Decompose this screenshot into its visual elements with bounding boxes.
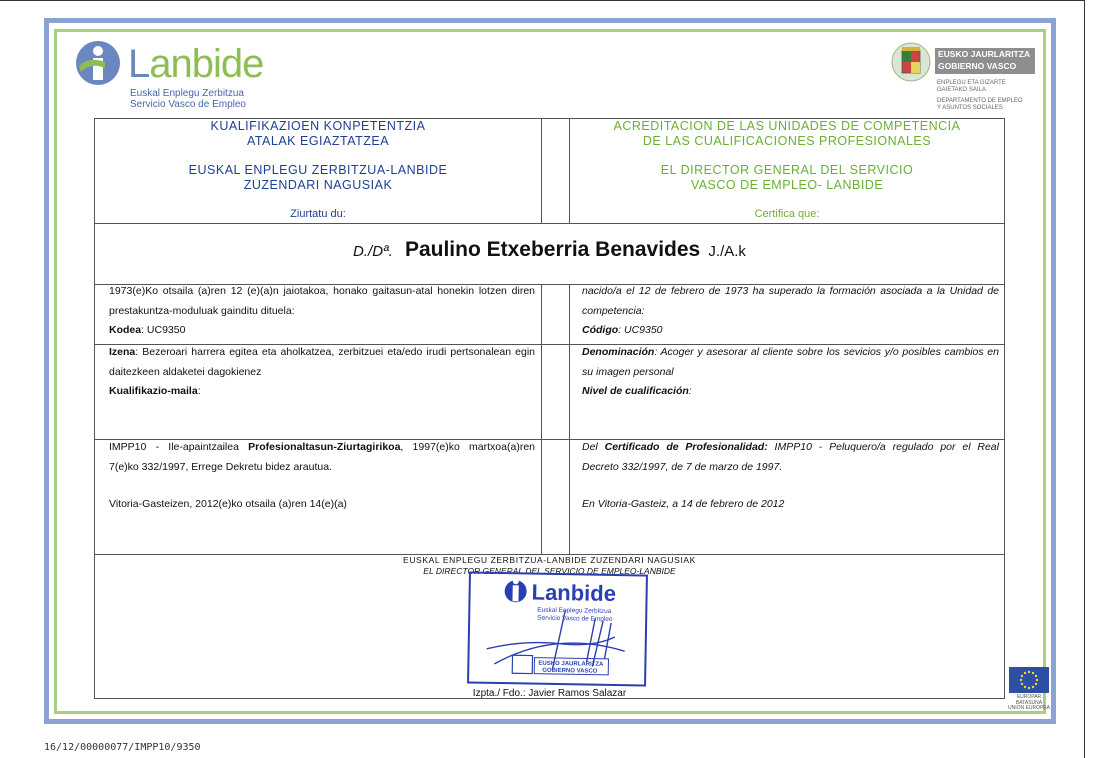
holder-name-row [94,238,1005,262]
birth-and-training-spanish: nacido/a el 12 de febrero de 1973 ha superado la formación asociada a la Unidad de competencia: Código: UC9350 [582,285,999,336]
official-stamp-with-signature [465,570,650,688]
lanbide-logo-subtitle: Euskal Enplegu Zerbitzua Servicio Vasco de Empleo [130,88,246,110]
birth-and-training-basque: 1973(e)Ko otsaila (a)ren 12 (e)(a)n jaiotakoa, honako gaitasun-atal honekin lotzen diren prestakuntza-moduluak gainditu dituela: Kodea: UC9350 [109,285,535,336]
signer-name: Izpta./ Fdo.: Javier Ramos Salazar [472,688,627,699]
place-date-spanish: En Vitoria-Gasteiz, a 14 de febrero de 2012 [582,498,785,510]
page-top-border [0,0,1085,1]
certifies-spanish: Certifica que: [754,208,820,220]
holder-prefix: D./Dª. [353,243,393,260]
column-divider-left-body [541,284,542,554]
svg-text:Servicio Vasco de Empleo: Servicio Vasco de Empleo [537,614,613,623]
competence-unit-basque: Izena: Bezeroari harrera egitea eta aholkatzea, zerbitzuei eta/edo irudi pertsonalean egin daitezkeen aldaketei dagokienez Kualifikazio-maila: [109,346,535,397]
eu-flag-icon [1009,667,1049,693]
signature-title-spanish: EL DIRECTOR GENERAL DEL SERVICIO DE EMPLEO-LANBIDE [423,566,676,576]
row-divider-header [94,223,1005,224]
lanbide-logo-icon [75,40,121,86]
basque-government-department: ENPLEGU ETA GIZARTE GAIETAKO SAILA DEPARTAMENTO DE EMPLEO Y ASUNTOS SOCIALES [937,80,1023,111]
lanbide-logo-wordmark: Lanbide [128,42,264,86]
certifies-basque: Ziurtatu du: [290,208,346,220]
svg-text:EUSKO JAURLARITZA: EUSKO JAURLARITZA [538,660,604,668]
svg-text:Lanbide: Lanbide [531,579,617,607]
professional-certificate-spanish: Del Certificado de Profesionalidad: IMPP10 - Peluquero/a regulado por el Real Decreto 332/1997, de 7 de marzo de 1997. En Vitoria-Gasteiz, a 14 de febrero de 2012 [582,438,999,515]
professional-certificate-basque: IMPP10 - Ile-apaintzailea Profesionaltasun-Ziurtagirikoa, 1997(e)ko martxoa(a)ren 7(e)ko 332/1997, Errege Dekretu bidez arautua. Vitoria-Gasteizen, 2012(e)ko otsaila (a)ren 14(e)(a) [109,438,535,515]
svg-text:GOBIERNO VASCO: GOBIERNO VASCO [542,667,598,675]
page-right-border [1084,0,1085,758]
competence-unit-spanish: Denominación: Acoger y asesorar al cliente sobre los sevicios y/o posibles cambios en su imagen personal Nivel de cualificación: [582,346,999,397]
header-basque: KUALIFIKAZIOEN KONPETENTZIA ATALAK EGIAZTATZEA EUSKAL ENPLEGU ZERBITZUA-LANBIDE ZUZENDARI NAGUSIAK [188,119,448,192]
header-spanish: ACREDITACION DE LAS UNIDADES DE COMPETENCIA DE LAS CUALIFICACIONES PROFESIONALES EL DIRECTOR GENERAL DEL SERVICIO VASCO DE EMPLEO- LANBIDE [613,119,961,192]
svg-text:Euskal Enplegu Zerbitzua: Euskal Enplegu Zerbitzua [537,606,612,615]
place-date-basque: Vitoria-Gasteizen, 2012(e)ko otsaila (a)ren 14(e)(a) [109,498,347,510]
column-divider-right-body [569,284,570,554]
basque-government-emblem-icon [889,42,933,82]
signature-title-basque: EUSKAL ENPLEGU ZERBITZUA-LANBIDE ZUZENDARI NAGUSIAK [403,555,696,565]
document-reference-code: 16/12/00000077/IMPP10/9350 [44,742,201,753]
holder-suffix: J./A.k [708,243,746,260]
holder-name: Paulino Etxeberria Benavides [404,238,701,261]
eu-badge-text: EUROPAR BATASUNA UNION EUROPEA [1008,694,1050,711]
basque-government-label: EUSKO JAURLARITZA GOBIERNO VASCO [935,48,1035,74]
